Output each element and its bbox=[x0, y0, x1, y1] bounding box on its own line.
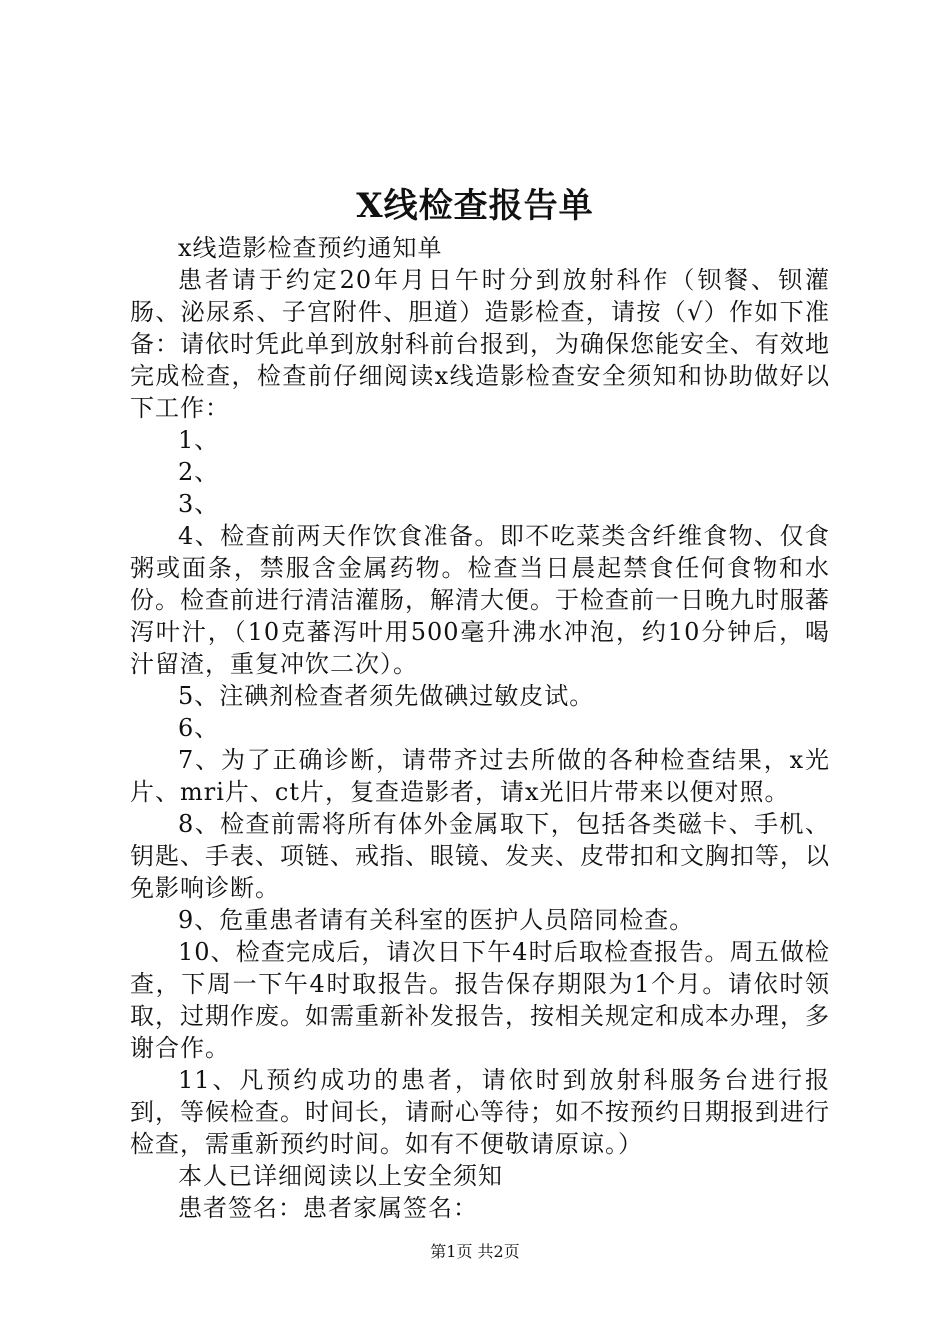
paragraph-item-2: 2、 bbox=[178, 458, 220, 486]
paragraph-item-9: 9、危重患者请有关科室的医护人员陪同检查。 bbox=[178, 906, 695, 934]
document-body bbox=[130, 232, 830, 1224]
paragraph-notice-heading: x线造影检查预约通知单 bbox=[178, 234, 443, 262]
paragraph-item-4: 4、检查前两天作饮食准备。即不吃菜类含纤维食物、仅食粥或面条，禁服含金属药物。检查当日晨起禁食任何食物和水份。检查前进行清洁灌肠，解清大便。于检查前一日晚九时服蕃泻叶汁，（10克蕃泻叶用500毫升沸水冲泡，约10分钟后，喝汁留渣，重复冲饮二次）。 bbox=[130, 522, 830, 678]
paragraph-item-7: 7、为了正确诊断，请带齐过去所做的各种检查结果，x光片、mri片、ct片，复查造影者，请x光旧片带来以便对照。 bbox=[130, 746, 830, 806]
paragraph-item-10: 10、检查完成后，请次日下午4时后取检查报告。周五做检查，下周一下午4时取报告。报告保存期限为1个月。请依时领取，过期作废。如需重新补发报告，按相关规定和成本办理，多谢合作。 bbox=[130, 938, 830, 1062]
paragraph-item-1: 1、 bbox=[178, 426, 220, 454]
paragraph-item-11: 11、凡预约成功的患者，请依时到放射科服务台进行报到，等候检查。时间长，请耐心等待；如不按预约日期报到进行检查，需重新预约时间。如有不便敬请原谅。） bbox=[130, 1066, 830, 1158]
paragraph-item-3: 3、 bbox=[178, 490, 220, 518]
paragraph-signature-line: 患者签名：患者家属签名： bbox=[178, 1194, 478, 1222]
paragraph-item-8: 8、检查前需将所有体外金属取下，包括各类磁卡、手机、钥匙、手表、项链、戒指、眼镜、发夹、皮带扣和文胸扣等，以免影响诊断。 bbox=[130, 810, 830, 902]
page-number-footer: 第1页 共2页 bbox=[430, 1242, 520, 1261]
paragraph-intro: 患者请于约定20年月日午时分到放射科作（钡餐、钡灌肠、泌尿系、子宫附件、胆道）造影检查，请按（√）作如下准备：请依时凭此单到放射科前台报到，为确保您能安全、有效地完成检查，检查前仔细阅读x线造影检查安全须知和协助做好以下工作： bbox=[130, 266, 830, 422]
paragraph-item-5: 5、注碘剂检查者须先做碘过敏皮试。 bbox=[178, 682, 595, 710]
paragraph-acknowledgement: 本人已详细阅读以上安全须知 bbox=[178, 1162, 503, 1190]
paragraph-item-6: 6、 bbox=[178, 714, 220, 742]
document-title: X线检查报告单 bbox=[356, 186, 594, 226]
